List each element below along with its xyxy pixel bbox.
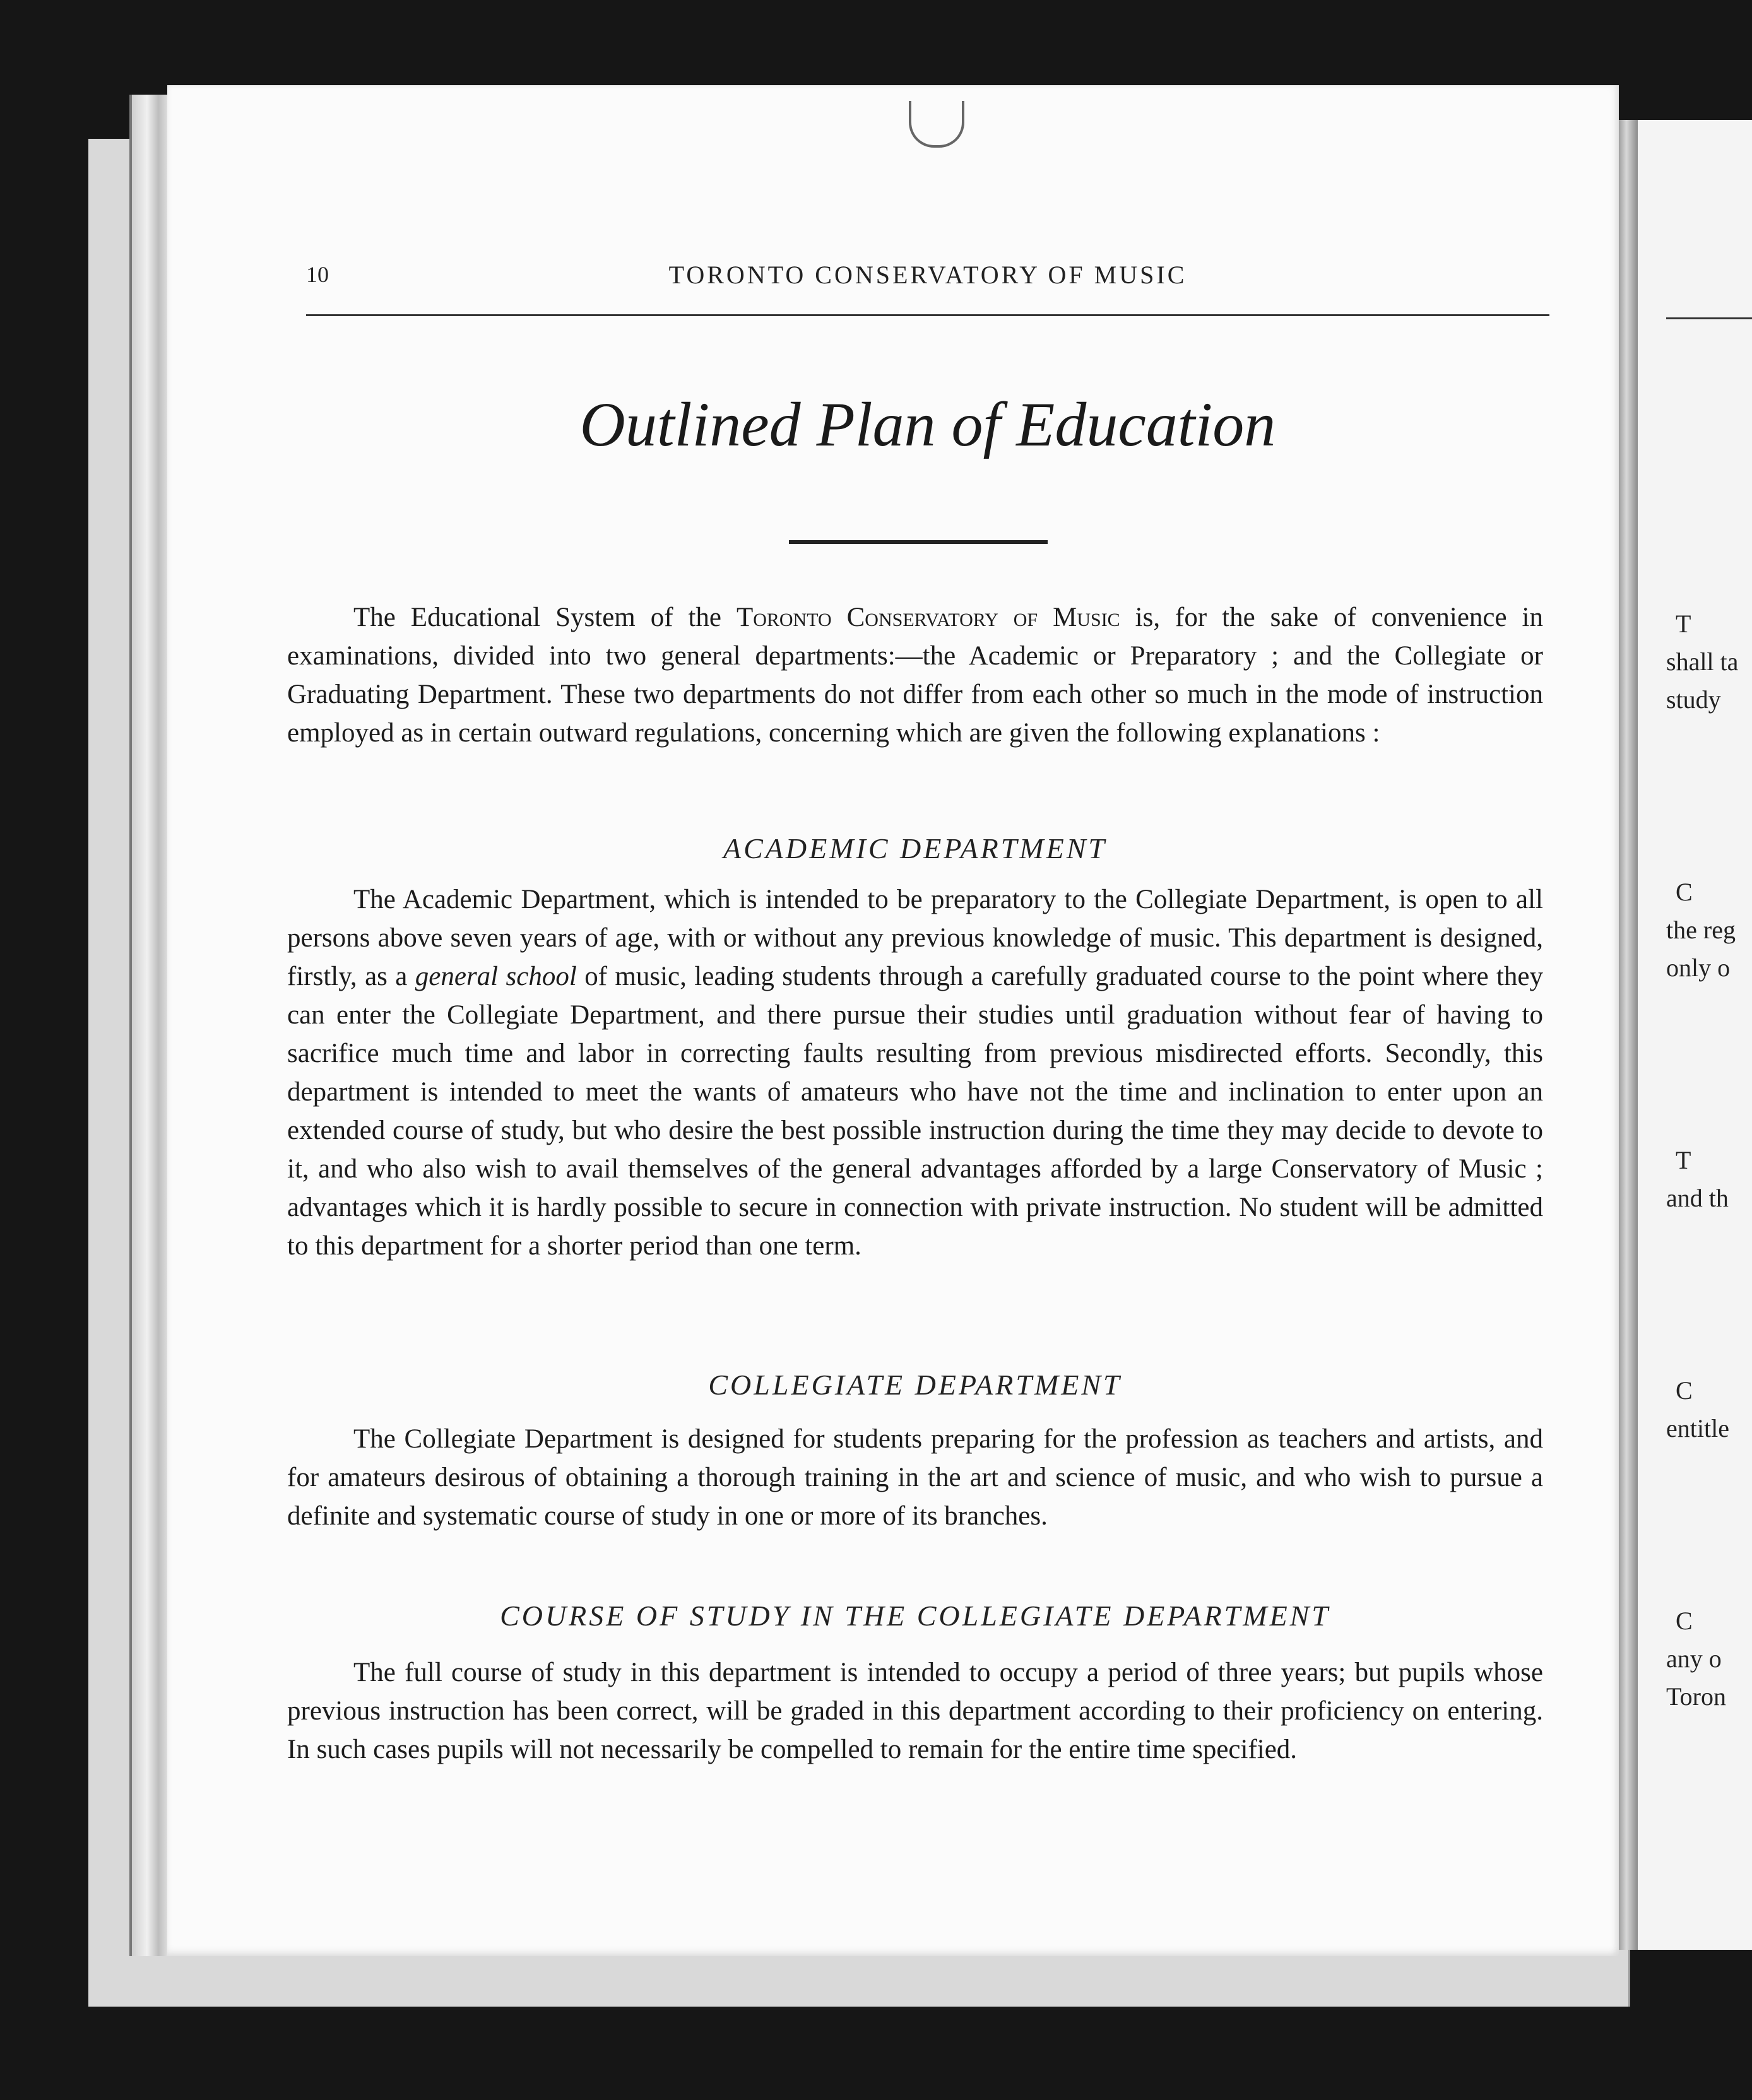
facing-fragment: any o [1666, 1644, 1722, 1673]
facing-fragment: T [1676, 610, 1691, 638]
facing-fragment: Toron [1666, 1682, 1726, 1711]
book-gutter [1619, 120, 1638, 1950]
facing-fragment: C [1676, 1376, 1693, 1405]
running-title: TORONTO CONSERVATORY OF MUSIC [668, 261, 1187, 289]
academic-text-before: The Academic Department, which is intended to be preparatory to the Collegiate Department, is open to all persons above seven years of age, with or without any previous knowledge of music. This department is designed, firstly, as a [287, 885, 1543, 991]
header-rule [306, 314, 1549, 316]
running-head [306, 260, 1549, 298]
title-rule [789, 540, 1048, 544]
facing-fragment: T [1676, 1146, 1691, 1174]
page-number: 10 [306, 262, 329, 287]
page-stack-edge [129, 95, 170, 1956]
ink-mark [909, 101, 964, 148]
academic-paragraph [287, 880, 1543, 1265]
academic-emphasis: general school [415, 962, 577, 991]
facing-fragment: C [1676, 1607, 1693, 1635]
facing-fragment: the reg [1666, 916, 1736, 944]
collegiate-paragraph: The Collegiate Department is designed for students preparing for the profession as teachers and artists, and for amateurs desirous of obtaining a thorough training in the art and science of music, and who wish to pursue a definite and systematic course of study in one or more of its branches. [287, 1424, 1543, 1531]
facing-page-rule [1666, 317, 1752, 319]
academic-text-after: of music, leading students through a carefully graduated course to the point where they can enter the Collegiate Department, and there pursue their studies until graduation without fear of having to sacrifice much time and labor in correcting faults resulting from previous misdirected efforts. Secondly, this department is intended to meet the wants of amateurs who have not the time and inclination to enter upon an extended course of study, but who desire the best possible instruction during the time they may decide to devote to it, and who also wish to avail themselves of the general advantages afforded by a large Conservatory of Music ; advantages which it is hardly possible to secure in connection with private instruction. No student will be admitted to this department for a shorter period than one term. [287, 962, 1543, 1261]
page-title: Outlined Plan of Education [579, 389, 1276, 459]
facing-fragment: shall ta [1666, 647, 1739, 676]
intro-lead: The Educational System of the [353, 603, 737, 632]
course-heading: COURSE OF STUDY IN THE COLLEGIATE DEPARTMENT [500, 1600, 1330, 1632]
facing-fragment: and th [1666, 1184, 1729, 1212]
facing-fragment: C [1676, 878, 1693, 906]
collegiate-heading: COLLEGIATE DEPARTMENT [708, 1369, 1122, 1401]
facing-fragment: only o [1666, 953, 1731, 982]
facing-fragment: study [1666, 685, 1721, 714]
school-name: Toronto Conservatory of Music [736, 603, 1120, 632]
facing-page [1638, 120, 1752, 1950]
academic-heading: ACADEMIC DEPARTMENT [723, 832, 1107, 864]
intro-paragraph [287, 598, 1543, 752]
facing-fragment: entitle [1666, 1414, 1729, 1442]
course-paragraph: The full course of study in this department is intended to occupy a period of three years; but pupils whose previous instruction has been correct, will be graded in this department according to their proficiency on entering. In such cases pupils will not necessarily be compelled to remain for the entire time specified. [287, 1658, 1543, 1764]
intro-rest: is, for the sake of convenience in examinations, divided into two general departments:—the Academic or Preparatory ; and the Collegiate or Graduating Department. These two departments do not differ from each other so much in the mode of instruction employed as in certain outward regulations, concerning which are given the following explanations : [287, 603, 1543, 748]
